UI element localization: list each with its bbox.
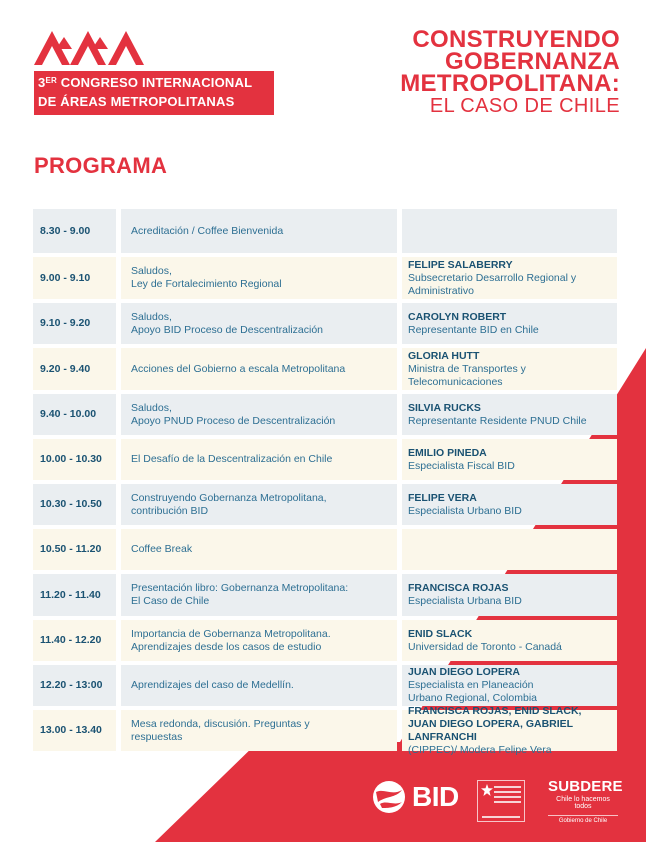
schedule-activity	[121, 574, 397, 616]
speaker-name: SILVIA RUCKS	[408, 401, 481, 414]
speaker-role: Representante BID en Chile	[408, 323, 539, 336]
speaker-role: Especialista en Planeación	[408, 679, 534, 691]
schedule-activity	[121, 394, 397, 435]
schedule-time: 8.30 - 9.00	[33, 209, 116, 253]
schedule-activity	[121, 348, 397, 390]
schedule-activity	[121, 209, 397, 253]
speaker-name: FRANCISCA ROJAS, ENID SLACK, JUAN DIEGO LOPERA, GABRIEL LANFRANCHI	[408, 704, 582, 743]
activity-line: Saludos,	[131, 265, 172, 277]
schedule-activity	[121, 484, 397, 525]
section-title: PROGRAMA	[34, 153, 168, 178]
event-title-box	[34, 71, 274, 115]
schedule-row	[33, 303, 617, 344]
speaker-role: (CIPPEC)/ Modera Felipe Vera	[408, 743, 552, 756]
schedule-speaker	[402, 394, 617, 435]
activity-line: Coffee Break	[131, 543, 193, 555]
schedule-time: 12.20 - 13:00	[33, 665, 116, 706]
activity-line: El Caso de Chile	[131, 595, 210, 607]
headline-line1: CONSTRUYENDO	[412, 26, 620, 53]
headline-line3: METROPOLITANA:	[400, 70, 620, 97]
schedule-row	[33, 620, 617, 661]
speaker-name: FELIPE SALABERRY	[408, 258, 513, 271]
schedule-speaker	[402, 209, 617, 253]
activity-line: Acciones del Gobierno a escala Metropolitana	[131, 362, 346, 375]
gobierno-text-lines	[494, 786, 521, 806]
schedule-speaker	[402, 574, 617, 616]
schedule-activity	[121, 620, 397, 661]
subdere-wordmark: SUBDERE	[548, 778, 623, 795]
activity-line: Saludos,	[131, 401, 172, 414]
schedule-table	[33, 209, 617, 755]
schedule-time: 9.40 - 10.00	[33, 394, 116, 435]
speaker-name: FRANCISCA ROJAS	[408, 582, 509, 594]
activity-line: Mesa redonda, discusión. Preguntas y	[131, 717, 310, 730]
event-title-line2: DE ÁREAS METROPOLITANAS	[38, 94, 235, 109]
headline-line2: GOBERNANZA	[445, 48, 620, 75]
schedule-speaker	[402, 257, 617, 299]
schedule-time: 9.20 - 9.40	[33, 348, 116, 390]
speaker-name: ENID SLACK	[408, 627, 473, 640]
gobierno-footer-line	[482, 816, 520, 818]
schedule-speaker	[402, 439, 617, 480]
speaker-role: Ministra de Transportes y	[408, 362, 526, 375]
schedule-activity	[121, 257, 397, 299]
schedule-time: 9.00 - 9.10	[33, 257, 116, 299]
speaker-name: FELIPE VERA	[408, 491, 477, 504]
subdere-gov-label: Gobierno de Chile	[558, 818, 608, 824]
schedule-row	[33, 529, 617, 570]
activity-line: Saludos,	[131, 310, 172, 323]
speaker-role: Universidad de Toronto - Canadá	[408, 640, 562, 653]
schedule-speaker	[402, 620, 617, 661]
activity-line: Apoyo BID Proceso de Descentralización	[131, 323, 324, 336]
bid-wordmark: BID	[412, 781, 459, 812]
schedule-row	[33, 484, 617, 525]
speaker-role: Subsecretario Desarrollo Regional y	[408, 271, 577, 284]
speaker-role: Administrativo	[408, 284, 474, 297]
schedule-row	[33, 257, 617, 299]
subdere-divider	[548, 815, 618, 816]
activity-line: Apoyo PNUD Proceso de Descentralización	[131, 414, 336, 427]
schedule-row	[33, 665, 617, 706]
activity-line: respuestas	[131, 730, 183, 743]
activity-line: Ley de Fortalecimiento Regional	[131, 278, 282, 290]
schedule-time: 10.50 - 11.20	[33, 529, 116, 570]
schedule-speaker	[402, 665, 617, 706]
schedule-speaker	[402, 303, 617, 344]
schedule-activity	[121, 529, 397, 570]
chile-star-icon	[481, 784, 493, 796]
congress-logo-icon	[34, 31, 146, 67]
activity-line: Acreditación / Coffee Bienvenida	[131, 224, 284, 237]
schedule-row	[33, 704, 617, 756]
schedule-time: 11.20 - 11.40	[33, 574, 116, 616]
speaker-name: EMILIO PINEDA	[408, 446, 487, 459]
speaker-name: CAROLYN ROBERT	[408, 310, 507, 323]
schedule-row	[33, 394, 617, 435]
activity-line: Aprendizajes del caso de Medellín.	[131, 679, 294, 691]
schedule-activity	[121, 439, 397, 480]
speaker-role: Especialista Urbana BID	[408, 595, 522, 607]
schedule-speaker	[402, 704, 617, 756]
gobierno-chile-logo	[477, 780, 525, 822]
speaker-role: Representante Residente PNUD Chile	[408, 414, 587, 427]
schedule-speaker	[402, 484, 617, 525]
bid-logo	[372, 780, 459, 814]
activity-line: Construyendo Gobernanza Metropolitana,	[131, 491, 327, 504]
schedule-time: 10.00 - 10.30	[33, 439, 116, 480]
activity-line: El Desafío de la Descentralización en Chile	[131, 453, 333, 465]
speaker-role: Urbano Regional, Colombia	[408, 692, 537, 704]
activity-line: contribución BID	[131, 504, 209, 517]
event-title-line1: 3ER CONGRESO INTERNACIONAL	[38, 75, 253, 90]
headline	[400, 26, 620, 117]
speaker-role: Especialista Urbano BID	[408, 504, 522, 517]
schedule-activity	[121, 710, 397, 751]
schedule-activity	[121, 303, 397, 344]
activity-line: Presentación libro: Gobernanza Metropolitana:	[131, 582, 349, 594]
activity-line: Importancia de Gobernanza Metropolitana.	[131, 627, 331, 640]
schedule-time: 11.40 - 12.20	[33, 620, 116, 661]
schedule-row	[33, 439, 617, 480]
speaker-role: Telecomunicaciones	[408, 375, 503, 388]
schedule-time: 10.30 - 10.50	[33, 484, 116, 525]
bid-emblem-icon	[372, 780, 408, 814]
schedule-time: 13.00 - 13.40	[33, 710, 116, 751]
schedule-speaker	[402, 348, 617, 390]
activity-line: Aprendizajes desde los casos de estudio	[131, 640, 322, 653]
schedule-activity	[121, 665, 397, 706]
schedule-speaker	[402, 529, 617, 570]
speaker-name: JUAN DIEGO LOPERA	[408, 666, 521, 678]
subdere-logo	[548, 778, 623, 824]
speaker-name: GLORIA HUTT	[408, 349, 480, 362]
schedule-row	[33, 348, 617, 390]
headline-line4: EL CASO DE CHILE	[429, 95, 620, 117]
speaker-role: Especialista Fiscal BID	[408, 459, 515, 472]
subdere-tagline: Chile lo hacemos todos	[556, 796, 610, 810]
schedule-row	[33, 209, 617, 253]
schedule-time: 9.10 - 9.20	[33, 303, 116, 344]
schedule-row	[33, 574, 617, 616]
